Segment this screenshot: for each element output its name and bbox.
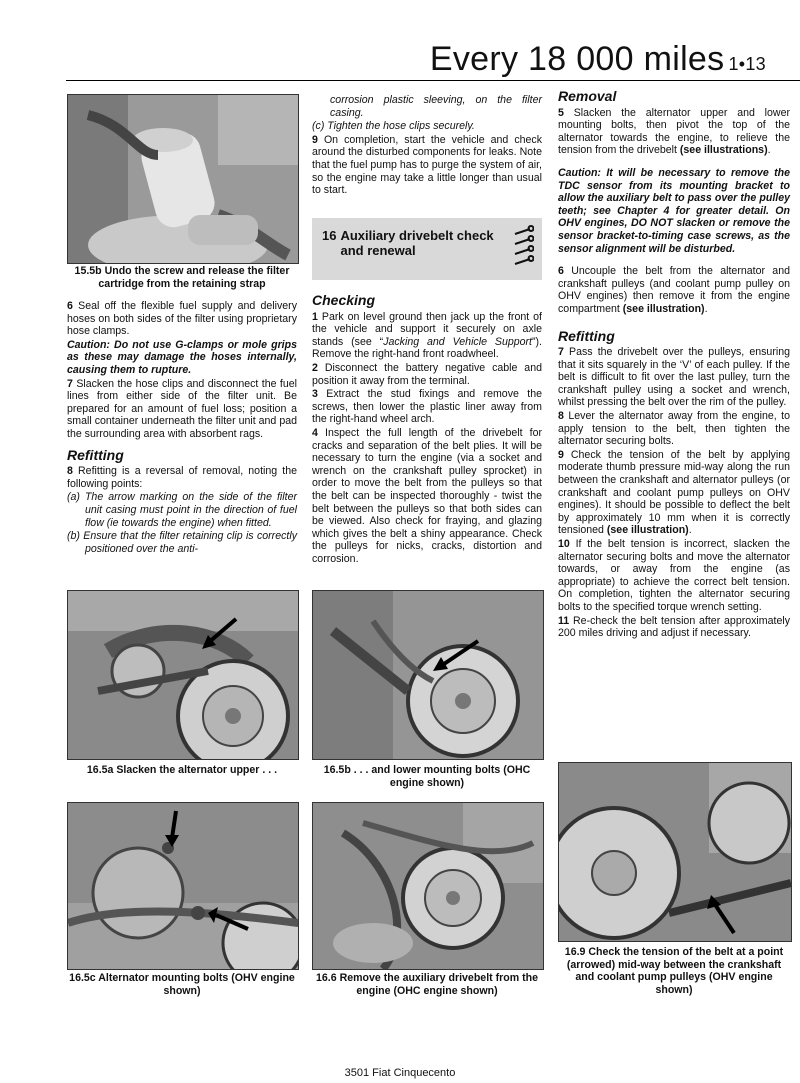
step-number: 4 — [312, 426, 318, 439]
step-number: 2 — [312, 361, 318, 374]
caption-16-5a: 16.5a Slacken the alternator upper . . . — [86, 764, 278, 776]
caption-16-9: 16.9 Check the tension of the belt at a point (arrowed) mid-way between the crankshaft and coolant pump pulleys (OHV engine shown) — [564, 946, 784, 996]
step-number: 11 — [558, 614, 570, 627]
step-text: Extract the stud fixings and remove the screws, then lower the plastic liner away from the right-hand wheel arch. — [312, 388, 542, 426]
paragraph-11 — [558, 615, 790, 640]
step-text: If the belt tension is incorrect, slacken the alternator securing bolts and move the alternator towards, or away from the engine (as appropriate) to achieve the correct belt tension. On completion, tighten the alternator securing bolts to the specified torque wrench setting. — [558, 538, 790, 613]
step-text: Inspect the full length of the drivebelt for cracks and separation of the belt plies. It will be necessary to turn the engine (via a socket and wrench on the crankshaft pulley sprocket) in order to move the belt from the pulleys so that the belt can be inspected thoroughly - twist the belt between the pulleys so that both sides can be viewed. Also check for fraying, and glazing which gives the belt a shiny appearance. Check the pulleys for nicks, cracks, distortion and corrosion. — [312, 426, 542, 565]
caption-16-5b: 16.5b . . . and lower mounting bolts (OHC engine shown) — [323, 764, 531, 789]
step-number: 7 — [67, 377, 73, 390]
paragraph-5 — [558, 107, 790, 157]
photo-16-5b — [312, 590, 544, 760]
illustration-reference: (see illustration) — [622, 302, 705, 315]
step-text: ”). Remove the right-hand front roadwheel. — [312, 335, 542, 361]
page-footer: 3501 Fiat Cinquecento — [344, 1067, 456, 1079]
page-number: 1•13 — [728, 54, 766, 74]
step-number: 8 — [558, 410, 564, 423]
step-text: On completion, start the vehicle and check around the disturbed components for leaks. Note that the fuel pump has to purge the system of air, so the engine may take a little longer than usual to start. — [312, 133, 543, 197]
step-text: Check the tension of the belt by applying moderate thumb pressure mid-way along the run between the crankshaft and alternator pulleys (or crankshaft and coolant pump pulleys on OHV engines). It should be possible to deflect the belt by approximately 10 mm when it is correctly tensioned — [558, 448, 790, 537]
paragraph-7 — [67, 378, 297, 441]
step-text: Refitting is a reversal of removal, noting the following points: — [67, 465, 297, 490]
header-rule — [66, 80, 800, 81]
subheading-removal: Removal — [558, 88, 617, 104]
photo-16-5a — [67, 590, 299, 760]
difficulty-wrench-icon — [512, 224, 534, 272]
paragraph-1 — [312, 311, 542, 361]
caution-tdc-sensor: Caution: It will be necessary to remove the TDC sensor from its mounting bracket to allow the auxiliary belt to pass over the pulley teeth; see Chapter 4 for greater detail. On OHV engines, DO NOT slacken or remove the sensor bracket-to-timing case screws, as the sensor alignment will be disturbed. — [558, 166, 790, 255]
photo-16-9 — [558, 762, 792, 942]
illustration-reference: (see illustration) — [606, 524, 689, 537]
photo-16-5c — [67, 802, 299, 970]
caption-16-6: 16.6 Remove the auxiliary drivebelt from the engine (OHC engine shown) — [316, 972, 538, 997]
sub-item-b-continued: corrosion plastic sleeving, on the filter casing. — [330, 94, 542, 119]
punctuation: . — [704, 302, 708, 315]
caution-hoses: Caution: Do not use G-clamps or mole grips as these may damage the hoses internally, causing them to rupture. — [67, 338, 297, 376]
step-text: Uncouple the belt from the alternator and crankshaft pulleys (and coolant pump pulley on OHV engines) then remove it from the engine compartment — [558, 265, 790, 315]
column-1-text — [67, 300, 297, 556]
step-number: 5 — [558, 106, 564, 119]
step-text: Disconnect the battery negative cable and position it away from the terminal. — [312, 361, 542, 387]
photo-16-6 — [312, 802, 544, 970]
column-3-text — [558, 88, 790, 641]
step-number: 1 — [312, 310, 318, 323]
paragraph-3 — [312, 388, 542, 426]
step-number: 6 — [67, 300, 73, 312]
paragraph-6 — [67, 300, 297, 338]
step-number: 10 — [558, 538, 570, 550]
step-number: 7 — [558, 346, 564, 359]
page-header-title — [430, 40, 766, 79]
sub-item-a: (a) The arrow marking on the side of the filter unit casing must point in the direction of fuel flow (ie towards the engine) when fitted. — [67, 491, 297, 529]
step-text: Slacken the alternator upper and lower mounting bolts, then pivot the top of the alternator towards the engine, to relieve the tension from the drivebelt — [558, 106, 790, 157]
reference-title: Jacking and Vehicle Support — [383, 335, 532, 348]
step-number: 9 — [312, 133, 318, 146]
paragraph-10 — [558, 538, 790, 614]
step-text: Lever the alternator away from the engine, to apply tension to the belt, then tighten the alternator securing bolts. — [558, 410, 790, 448]
punctuation: . — [688, 524, 692, 537]
paragraph-8 — [558, 410, 790, 448]
paragraph-2 — [312, 362, 542, 387]
paragraph-6 — [558, 265, 790, 315]
step-number: 9 — [558, 448, 564, 461]
subheading-refitting: Refitting — [67, 446, 124, 463]
punctuation: . — [767, 144, 771, 157]
subheading-checking: Checking — [312, 292, 376, 308]
column-2-text-top — [312, 94, 542, 198]
paragraph-9 — [312, 134, 542, 197]
step-number: 3 — [312, 388, 318, 401]
section-16-heading — [312, 218, 542, 280]
step-text: Park on level ground then jack up the front of the vehicle and support it securely on axle stands (see “ — [312, 310, 542, 348]
illustration-reference: (see illustrations) — [679, 144, 768, 157]
step-number: 8 — [67, 465, 73, 478]
sub-item-b: (b) Ensure that the filter retaining clip is correctly positioned over the anti- — [67, 530, 297, 555]
sub-item-c: (c) Tighten the hose clips securely. — [312, 120, 475, 133]
column-2-text-bottom — [312, 286, 542, 566]
header-title-text: Every 18 000 miles — [429, 40, 725, 78]
step-text: Seal off the flexible fuel supply and delivery hoses on both sides of the filter using proprietary hose clamps. — [67, 300, 297, 338]
subheading-refitting: Refitting — [558, 327, 615, 344]
photo-15-5b — [67, 94, 299, 264]
section-title: Auxiliary drivebelt check and renewal — [340, 228, 494, 258]
paragraph-4 — [312, 427, 542, 566]
step-number: 6 — [558, 265, 564, 278]
section-number: 16 — [322, 228, 337, 243]
step-text: Pass the drivebelt over the pulleys, ensuring that it sits squarely in the ‘V’ of each pulley. If the belt is difficult to fit over the last pulley, turn the crankshaft pulley using a socket and wrench, whilst pressing the belt over the rim of the pulley. — [558, 346, 790, 409]
step-text: Re-check the belt tension after approximately 200 miles driving and adjust if necessary. — [558, 614, 790, 640]
caption-15-5b: 15.5b Undo the screw and release the filter cartridge from the retaining strap — [74, 265, 290, 290]
paragraph-7 — [558, 346, 790, 409]
paragraph-8 — [67, 465, 297, 490]
paragraph-9 — [558, 449, 790, 537]
caption-16-5c: 16.5c Alternator mounting bolts (OHV engine shown) — [69, 972, 295, 997]
step-text: Slacken the hose clips and disconnect the fuel lines from either side of the filter unit. Be prepared for an amount of fuel loss; position a small container underneath the filter unit and pad the surrounding area with absorbent rags. — [67, 377, 297, 440]
